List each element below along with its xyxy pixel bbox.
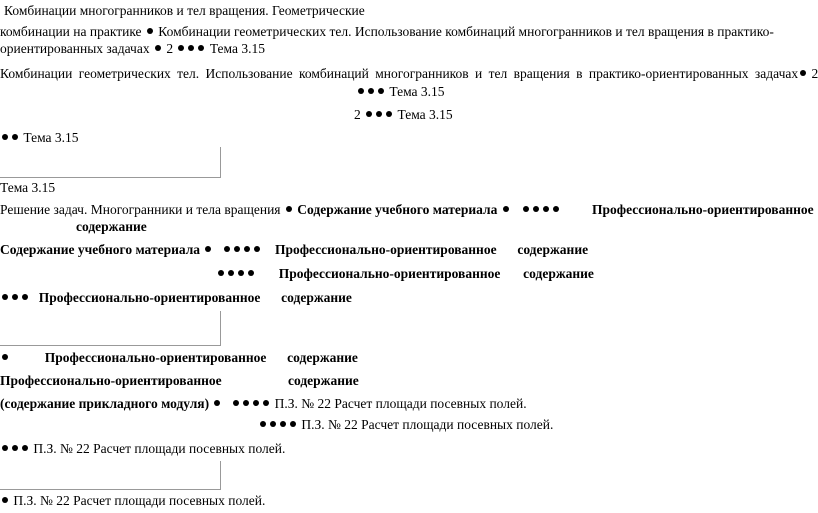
doc-line-4 <box>0 66 818 82</box>
text: Содержание учебного материала <box>0 242 201 257</box>
doc-line-18 <box>0 441 285 457</box>
bullet-icon <box>12 294 18 300</box>
text: ориентированных задачах <box>0 41 150 56</box>
bullet-icon <box>253 400 259 406</box>
text: комбинации на практике <box>0 24 142 39</box>
text: содержание <box>76 219 147 234</box>
bullet-icon <box>543 206 549 212</box>
text: П.З. № 22 Расчет площади посевных полей. <box>274 396 527 411</box>
bullet-icon <box>234 246 240 252</box>
doc-line-9 <box>0 202 561 218</box>
bullet-icon <box>224 246 230 252</box>
text: Содержание учебного материала <box>297 202 498 217</box>
bullet-icon <box>366 111 372 117</box>
bullet-icon <box>270 421 276 427</box>
doc-line-5 <box>356 84 445 100</box>
bullet-icon <box>358 88 364 94</box>
text: П.З. № 22 Расчет площади посевных полей. <box>13 493 266 508</box>
bullet-icon <box>248 270 254 276</box>
bullet-icon <box>188 45 194 51</box>
text: Тема 3.15 <box>0 180 56 195</box>
bullet-icon <box>12 134 18 140</box>
bullet-icon <box>228 270 234 276</box>
bullet-icon <box>254 246 260 252</box>
bullet-icon <box>533 206 539 212</box>
bullet-icon <box>286 206 292 212</box>
bullet-icon <box>214 400 220 406</box>
text: содержание <box>281 290 352 305</box>
bullet-icon <box>243 400 249 406</box>
bullet-icon <box>260 421 266 427</box>
doc-line-16 <box>0 396 527 412</box>
doc-line-1 <box>4 3 365 19</box>
doc-line-11 <box>0 242 588 258</box>
bullet-icon <box>238 270 244 276</box>
text: 2 <box>354 107 361 122</box>
bullet-icon <box>233 400 239 406</box>
bullet-icon <box>178 45 184 51</box>
text: 2 <box>166 41 174 56</box>
bullet-icon <box>22 445 28 451</box>
text: Профессионально-ориентированное <box>274 242 497 257</box>
doc-line-2 <box>0 24 774 40</box>
bullet-icon <box>386 111 392 117</box>
text: Комбинации многогранников и тел вращения. Геометрические <box>4 3 365 18</box>
text: 2 <box>811 66 818 81</box>
text: содержание <box>288 373 359 388</box>
text: Тема 3.15 <box>397 107 453 122</box>
text: П.З. № 22 Расчет площади посевных полей. <box>301 417 554 432</box>
table-cell-frame <box>0 311 221 346</box>
doc-line-17 <box>258 417 553 433</box>
text: Профессионально-ориентированное <box>0 373 222 388</box>
table-cell-frame <box>0 147 221 178</box>
doc-line-3 <box>0 41 265 57</box>
doc-line-14 <box>0 350 358 366</box>
bullet-icon <box>2 445 8 451</box>
doc-line-8 <box>0 180 55 196</box>
bullet-icon <box>503 206 509 212</box>
text: содержание <box>287 350 358 365</box>
doc-line-12 <box>216 266 594 282</box>
bullet-icon <box>800 70 806 76</box>
bullet-icon <box>198 45 204 51</box>
bullet-icon <box>147 28 153 34</box>
text: Профессионально-ориентированное <box>592 202 814 217</box>
bullet-icon <box>155 45 161 51</box>
text: Комбинации геометрических тел. Использование комбинаций многогранников и тел вращения в практико-ориентированных задачах <box>0 66 799 81</box>
text: (содержание прикладного модуля) <box>0 396 210 411</box>
text: П.З. № 22 Расчет площади посевных полей. <box>33 441 286 456</box>
text: Профессионально-ориентированное <box>38 290 261 305</box>
text: Тема 3.15 <box>209 41 265 56</box>
doc-line-9-right <box>592 202 814 218</box>
bullet-icon <box>280 421 286 427</box>
bullet-icon <box>523 206 529 212</box>
bullet-icon <box>2 134 8 140</box>
doc-line-10 <box>76 219 147 235</box>
table-cell-frame <box>0 461 221 490</box>
doc-line-15 <box>0 373 222 389</box>
text: содержание <box>517 242 589 257</box>
doc-line-13 <box>0 290 352 306</box>
text: Комбинации геометрических тел. Использование комбинаций многогранников и тел вращения в практико- <box>158 24 774 39</box>
doc-line-15-right <box>288 373 359 389</box>
bullet-icon <box>2 497 8 503</box>
doc-line-6 <box>354 107 453 123</box>
text: содержание <box>523 266 594 281</box>
bullet-icon <box>218 270 224 276</box>
bullet-icon <box>368 88 374 94</box>
bullet-icon <box>12 445 18 451</box>
text: Профессионально-ориентированное <box>44 350 267 365</box>
doc-line-7 <box>0 130 79 146</box>
bullet-icon <box>22 294 28 300</box>
bullet-icon <box>263 400 269 406</box>
text: Тема 3.15 <box>389 84 445 99</box>
bullet-icon <box>205 246 211 252</box>
bullet-icon <box>2 294 8 300</box>
text: Решение задач. Многогранники и тела вращения <box>0 202 281 217</box>
bullet-icon <box>244 246 250 252</box>
bullet-icon <box>290 421 296 427</box>
bullet-icon <box>376 111 382 117</box>
bullet-icon <box>378 88 384 94</box>
bullet-icon <box>2 354 8 360</box>
text: Тема 3.15 <box>23 130 79 145</box>
bullet-icon <box>553 206 559 212</box>
doc-line-19 <box>0 493 265 509</box>
text: Профессионально-ориентированное <box>278 266 501 281</box>
